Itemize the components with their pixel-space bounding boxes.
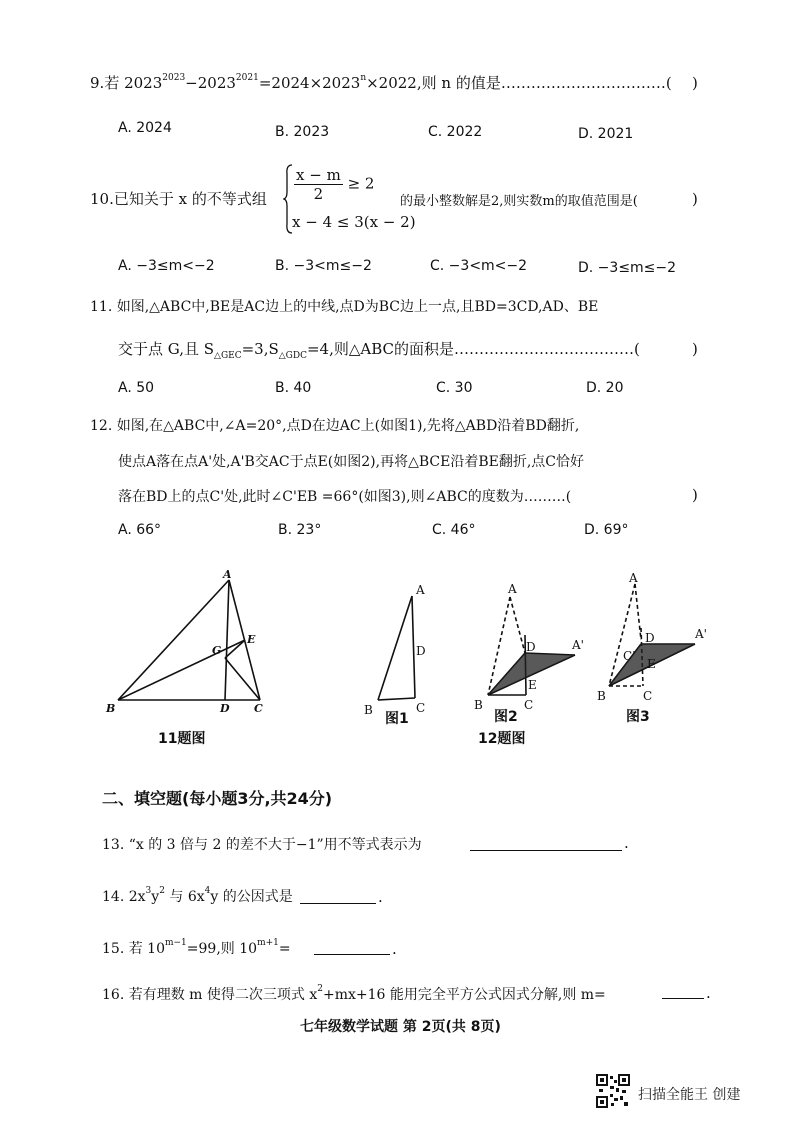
q16-answer-blank[interactable]	[662, 998, 704, 999]
qr-code-icon	[596, 1074, 630, 1108]
fig3-label-c-prime: C'	[623, 649, 636, 663]
fig3-label-d: D	[645, 631, 655, 645]
fig11-label-c: C	[254, 702, 263, 715]
q12-line1: 12. 如图,在△ABC中,∠A=20°,点D在边AC上(如图1),先将△ABD沿着BD翻折,	[90, 418, 580, 434]
watermark-text: 扫描全能王 创建	[638, 1087, 741, 1103]
q9-stem: 9.若 $2023^{2023}-2023^{2021}=2024\times 2023^n\times 2022$,则 n 的值是……………………………(	[90, 73, 672, 92]
q12-option-a: A. 66°	[118, 522, 162, 538]
q11-line2: 交于点 G,且 $S_{\triangle GEC}=3,S_{\triangle GDC}=4$,则△ABC的面积是………………………………(	[118, 340, 640, 361]
fig1-label-c: C	[416, 701, 426, 715]
fig1-side-ac	[412, 596, 415, 698]
q12-option-b: B. 23°	[278, 522, 322, 538]
q10-lead: 10.已知关于 x 的不等式组	[90, 190, 267, 208]
fig11-caption: 11题图	[158, 731, 206, 747]
q15-stem: 15. 若 $10^{m-1}=99$,则 $10^{m+1}=$	[102, 938, 291, 957]
fig2-label-b: B	[474, 698, 483, 712]
fig3-label-a: A	[629, 571, 638, 585]
q10-system-line2: x − 4 ≤ 3(x − 2)	[292, 213, 416, 231]
section2-title: 二、填空题(每小题3分,共24分)	[102, 789, 333, 808]
q10-tail: 的最小整数解是2,则实数m的取值范围是(	[400, 194, 638, 209]
q14-answer-blank[interactable]	[300, 903, 376, 904]
fig3-label-b: B	[597, 689, 606, 703]
page-footer: 七年级数学试题 第 2页(共 8页)	[300, 1019, 501, 1035]
fig12-figure2-diagram	[470, 575, 590, 715]
fig11-segment-ge	[225, 640, 245, 658]
q12-line3: 落在BD上的点C'处,此时∠C'EB =66°(如图3),则∠ABC的度数为………(	[118, 489, 572, 505]
q11-option-c: C. 30	[436, 380, 473, 396]
fig1-label-d: D	[416, 644, 426, 658]
q16-stem: 16. 若有理数 m 使得二次三项式 $x^2+mx+16$ 能用完全平方公式因式分解,则 m=	[102, 984, 606, 1003]
q14-stem: 14. $2x^3y^2$ 与 $6x^4y$ 的公因式是	[102, 886, 293, 905]
q11-line1: 11. 如图,△ABC中,BE是AC边上的中线,点D为BC边上一点,且BD=3CD,AD、BE	[90, 299, 599, 315]
fig2-dashed-ad	[510, 597, 525, 653]
q13-period: .	[624, 834, 629, 852]
q9-option-b: B. 2023	[275, 124, 330, 140]
q12-line2: 使点A落在点A'处,A'B交AC于点E(如图2),再将△BCE沿着BE翻折,点C恰好	[118, 454, 585, 470]
q11-paren-close: )	[692, 340, 698, 358]
fig11-label-b: B	[106, 702, 116, 715]
fig2-label-e: E	[528, 678, 537, 692]
fig12-figure1-diagram	[360, 580, 430, 720]
fig2-label-a-prime: A'	[572, 638, 584, 652]
q13-answer-blank[interactable]	[470, 850, 622, 851]
fig2-label-d: D	[526, 640, 536, 654]
q9-option-d: D. 2021	[578, 126, 634, 142]
fig1-caption: 图1	[385, 711, 409, 727]
q10-system-line1: $\frac{x - m}{2}$ ≥ 2	[296, 166, 375, 203]
fig3-label-e: E	[647, 657, 656, 671]
fig11-label-g: G	[212, 644, 222, 657]
fig3-label-c: C	[643, 689, 653, 703]
q11-option-d: D. 20	[586, 380, 624, 396]
q9-option-a: A. 2024	[118, 120, 172, 136]
fig1-label-a: A	[416, 583, 425, 597]
q11-option-a: A. 50	[118, 380, 155, 396]
q16-period: .	[706, 984, 711, 1002]
fig11-label-d: D	[220, 702, 230, 715]
q9-paren-close: )	[692, 74, 698, 92]
q12-option-c: C. 46°	[432, 522, 476, 538]
fig11-segment-ad	[225, 580, 229, 700]
q10-option-d: D. −3≤m≤−2	[578, 260, 677, 276]
fig2-label-c: C	[524, 698, 534, 712]
fig2-label-a: A	[508, 582, 517, 596]
q10-option-c: C. −3<m<−2	[430, 258, 528, 274]
fig11-label-e: E	[247, 633, 256, 646]
q12-paren-close: )	[692, 486, 698, 504]
fig3-label-a-prime: A'	[695, 627, 707, 641]
fig1-side-ab	[378, 596, 412, 700]
fig3-caption: 图3	[626, 709, 650, 725]
q10-option-b: B. −3<m≤−2	[275, 258, 372, 274]
q10-paren-close: )	[692, 190, 698, 208]
q15-answer-blank[interactable]	[314, 954, 390, 955]
fig2-caption: 图2	[494, 709, 518, 725]
q11-option-b: B. 40	[275, 380, 312, 396]
q15-period: .	[392, 940, 397, 958]
fig11-label-a: A	[223, 570, 232, 581]
fig1-label-b: B	[364, 703, 373, 717]
q13-stem: 13. “x 的 3 倍与 2 的差不大于−1”用不等式表示为	[102, 837, 422, 853]
q14-period: .	[378, 888, 383, 906]
fig3-dashed-ad	[635, 584, 641, 640]
fig1-side-bc	[378, 698, 415, 700]
fig12-figure3-diagram	[595, 568, 715, 708]
q12-option-d: D. 69°	[584, 522, 629, 538]
fig11-side-ab	[118, 580, 229, 700]
fig11-triangle-diagram	[100, 570, 280, 720]
fig12-caption: 12题图	[478, 731, 526, 747]
q9-option-c: C. 2022	[428, 124, 483, 140]
q10-option-a: A. −3≤m<−2	[118, 258, 215, 274]
